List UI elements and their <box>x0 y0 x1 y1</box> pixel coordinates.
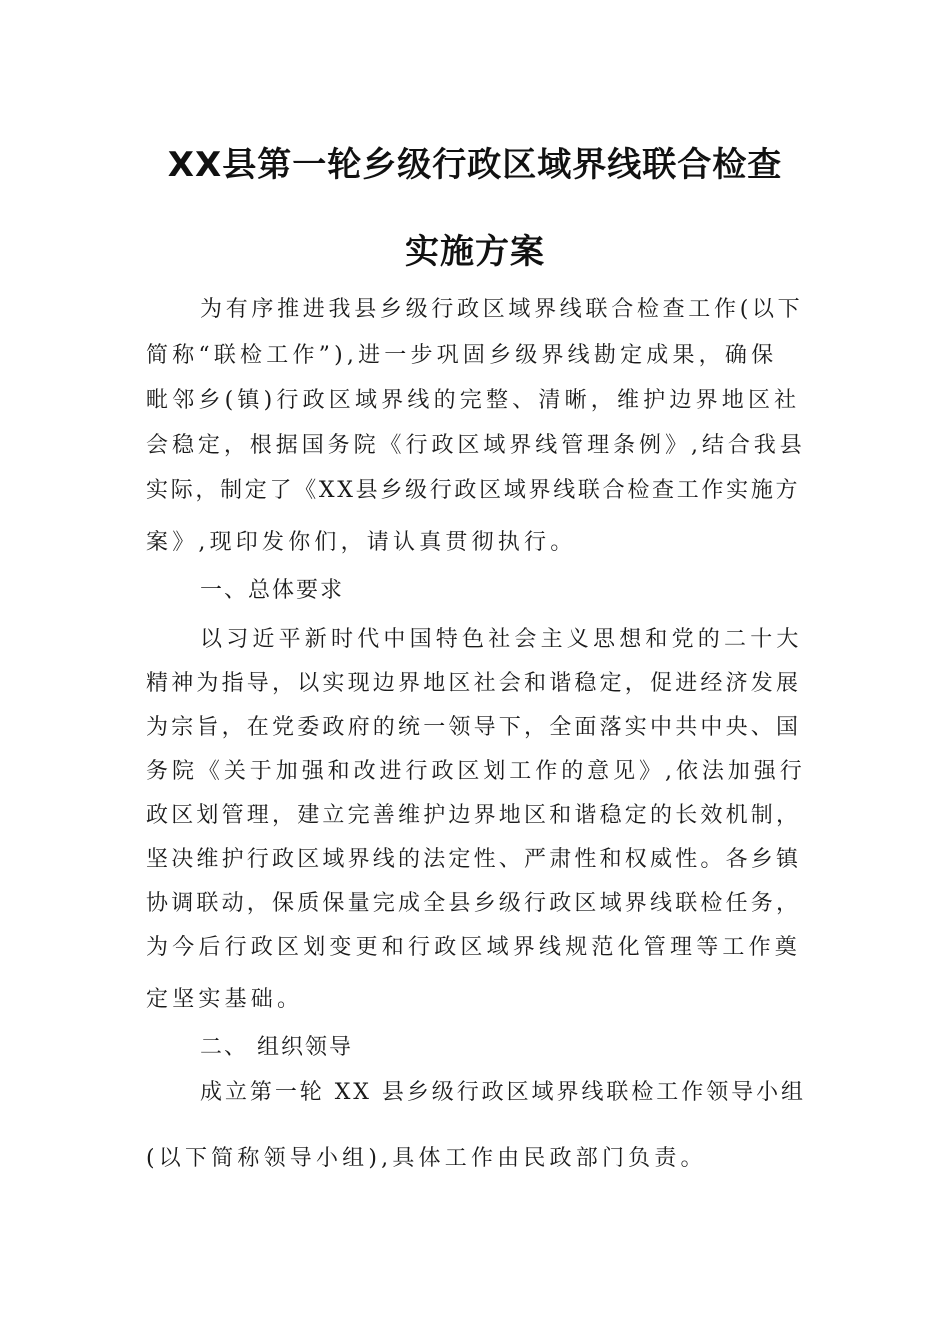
section2-line: 成立第一轮 XX 县乡级行政区域界线联检工作领导小组 <box>200 1080 807 1105</box>
section-heading: 一、总体要求 <box>200 578 345 603</box>
section1-line: 政区划管理，建立完善维护边界地区和谐稳定的长效机制， <box>146 803 802 828</box>
section1-line: 为宗旨，在党委政府的统一领导下，全面落实中共中央、国 <box>146 715 802 740</box>
section1-line: 定坚实基础。 <box>146 987 304 1012</box>
document-title-line2: 实施方案 <box>405 232 545 272</box>
section1-line: 为今后行政区划变更和行政区域界线规范化管理等工作奠 <box>146 935 802 960</box>
section1-line: 务院《关于加强和改进行政区划工作的意见》,依法加强行 <box>146 759 806 784</box>
intro-line: 会稳定，根据国务院《行政区域界线管理条例》,结合我县 <box>146 433 806 458</box>
document-title-line1: XX县第一轮乡级行政区域界线联合检查 <box>167 145 783 185</box>
intro-line: 简称“联检工作”),进一步巩固乡级界线勘定成果，确保 <box>146 343 778 368</box>
section1-line: 协调联动，保质保量完成全县乡级行政区域界线联检任务， <box>146 891 802 916</box>
intro-line: 为有序推进我县乡级行政区域界线联合检查工作(以下 <box>200 297 804 322</box>
section1-line: 精神为指导，以实现边界地区社会和谐稳定，促进经济发展 <box>146 671 802 696</box>
intro-line: 毗邻乡(镇)行政区域界线的完整、清晰，维护边界地区社 <box>146 388 801 413</box>
section1-line: 坚决维护行政区域界线的法定性、严肃性和权威性。各乡镇 <box>146 847 802 872</box>
intro-line: 案》,现印发你们，请认真贯彻执行。 <box>146 530 577 555</box>
section1-line: 以习近平新时代中国特色社会主义思想和党的二十大 <box>200 627 803 652</box>
intro-line: 实际，制定了《XX县乡级行政区域界线联合检查工作实施方 <box>146 478 801 503</box>
section2-line: (以下简称领导小组),具体工作由民政部门负责。 <box>146 1146 707 1171</box>
section-heading: 二、 组织领导 <box>200 1035 353 1060</box>
